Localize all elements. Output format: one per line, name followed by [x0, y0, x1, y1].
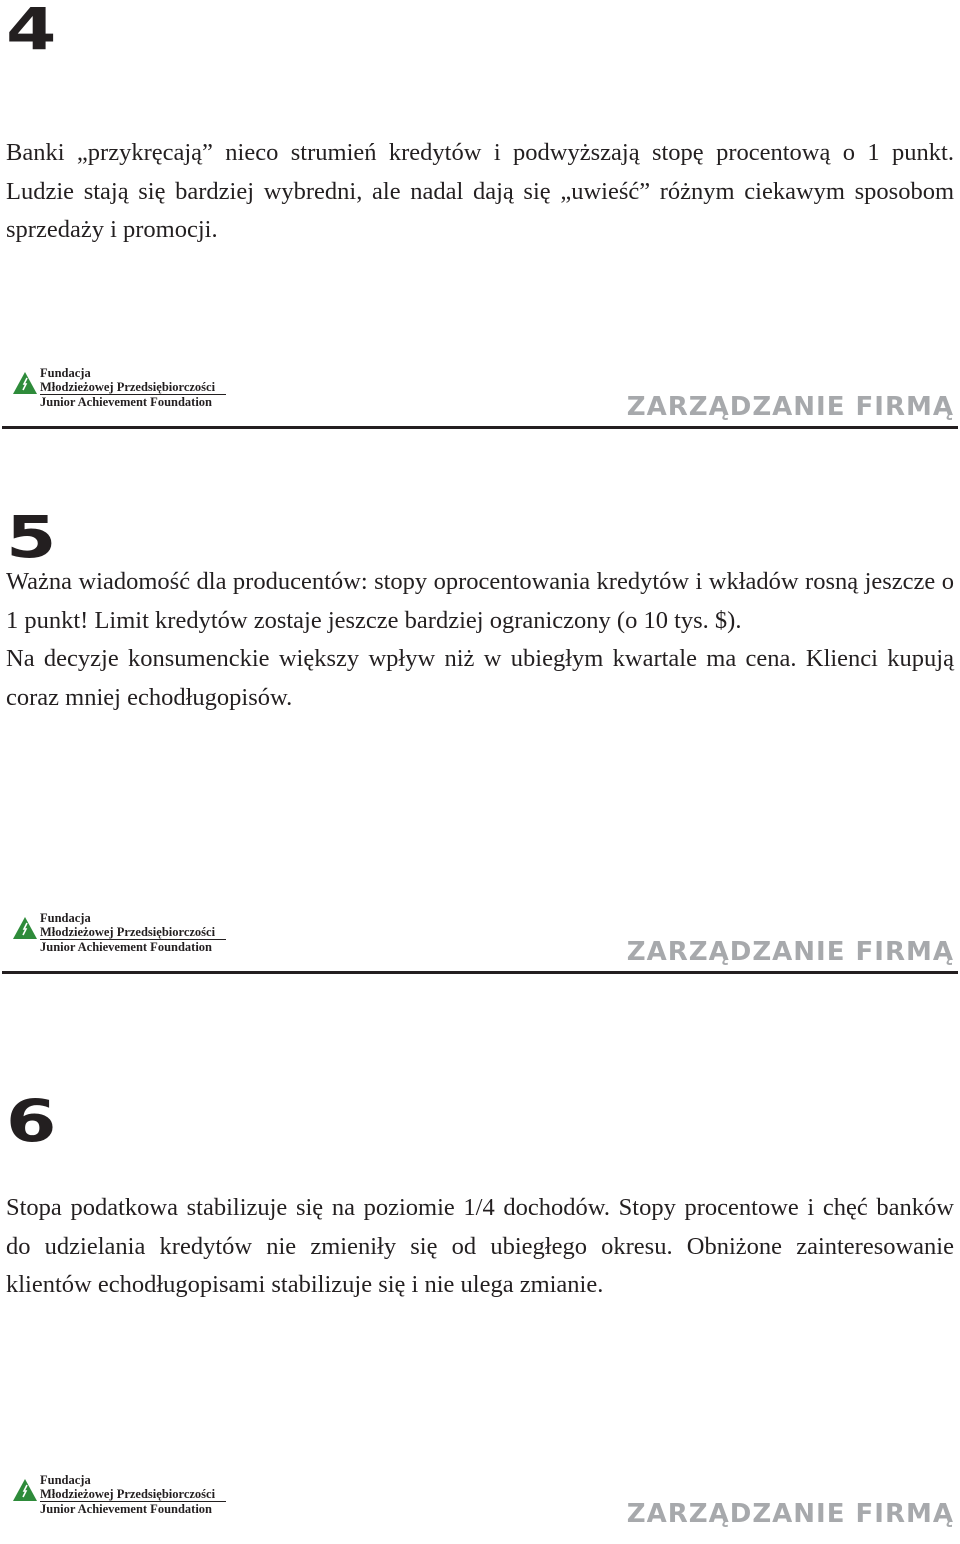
section-number-5: 5 — [6, 503, 54, 571]
logo-line-2: Młodzieżowej Przedsiębiorczości — [40, 380, 216, 394]
section-5-paragraph-1: Ważna wiadomość dla producentów: stopy oprocentowania kredytów i wkładów rosną jeszcze o 1 punkt! Limit kredytów zostaje jeszcze bardziej ograniczony (o 10 tys. $). — [6, 568, 954, 634]
ja-triangle-icon — [12, 370, 38, 396]
logo-line-3: Junior Achievement Foundation — [40, 395, 213, 409]
section-number-4: 4 — [6, 0, 54, 63]
brand-title: ZARZĄDZANIE FIRMĄ — [626, 392, 954, 422]
section-5-paragraph-2: Na decyzje konsumenckie większy wpływ niż w ubiegłym kwartale ma cena. Klienci kupują coraz mniej echodługopisów. — [6, 645, 954, 711]
logo-line-3: Junior Achievement Foundation — [40, 940, 213, 954]
section-4-paragraph: Banki „przykręcają” nieco strumień kredytów i podwyższają stopę procentową o 1 punkt. Ludzie stają się bardziej wybredni, ale nadal dają się „uwieść” różnym ciekawym sposobom sprzedaży i promocji. — [6, 139, 954, 243]
logo-line-1: Fundacja — [40, 1473, 91, 1487]
ja-triangle-icon — [12, 915, 38, 941]
ja-triangle-icon — [12, 1477, 38, 1503]
logo-line-1: Fundacja — [40, 366, 91, 380]
logo-line-3: Junior Achievement Foundation — [40, 1502, 213, 1516]
ja-foundation-logo — [12, 366, 242, 410]
section-4-text — [6, 134, 954, 250]
section-6-paragraph: Stopa podatkowa stabilizuje się na poziomie 1/4 dochodów. Stopy procentowe i chęć banków do udzielania kredytów nie zmieniły się od ubiegłego okresu. Obniżone zainteresowanie klientów echodługopisami stabilizuje się i nie ulega zmianie. — [6, 1194, 954, 1298]
section-6-text — [6, 1189, 954, 1305]
footer-rule — [2, 426, 958, 429]
ja-foundation-logo — [12, 1473, 242, 1517]
logo-line-2: Młodzieżowej Przedsiębiorczości — [40, 1487, 216, 1501]
section-number-6: 6 — [6, 1087, 54, 1155]
section-5-text — [6, 563, 954, 717]
ja-foundation-logo — [12, 911, 242, 955]
logo-line-2: Młodzieżowej Przedsiębiorczości — [40, 925, 216, 939]
brand-title: ZARZĄDZANIE FIRMĄ — [626, 937, 954, 967]
footer-rule — [2, 971, 958, 974]
logo-line-1: Fundacja — [40, 911, 91, 925]
brand-title: ZARZĄDZANIE FIRMĄ — [626, 1499, 954, 1529]
